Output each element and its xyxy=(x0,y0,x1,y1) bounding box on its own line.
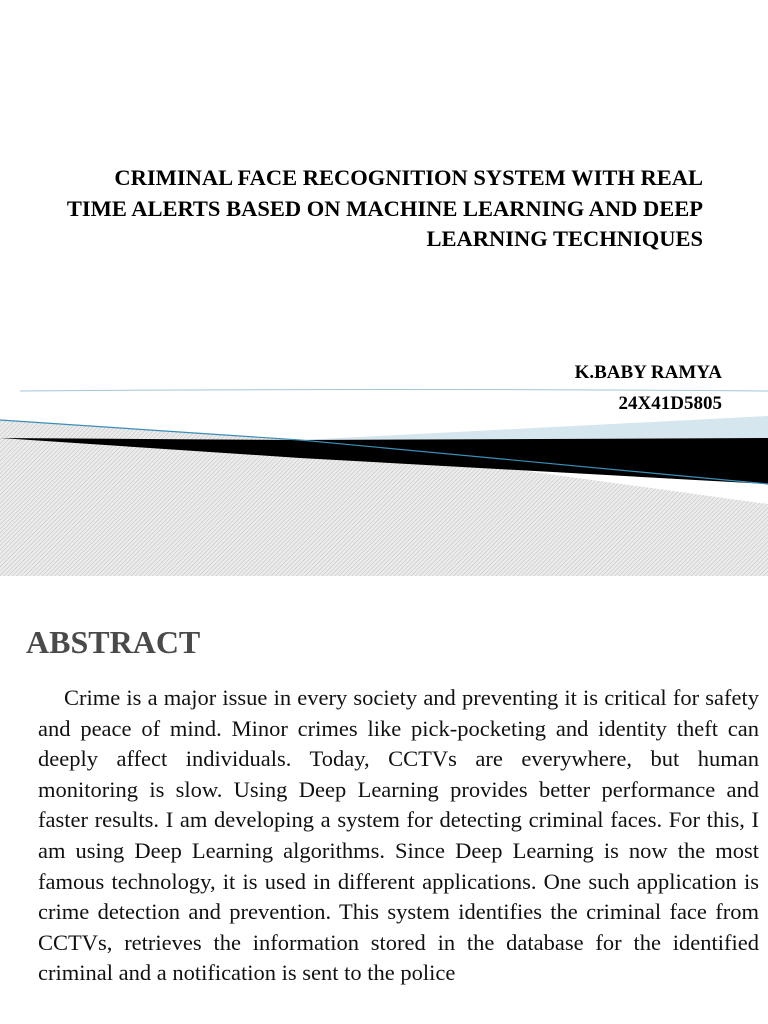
abstract-heading: ABSTRACT xyxy=(26,624,201,660)
author-id: 24X41D5805 xyxy=(618,393,722,414)
abstract-slide xyxy=(0,576,768,1024)
slide-title: CRIMINAL FACE RECOGNITION SYSTEM WITH REAL TIME ALERTS BASED ON MACHINE LEARNING AND DEEP LEARNING TECHNIQUES xyxy=(66,165,703,251)
author-name: K.BABY RAMYA xyxy=(574,362,722,383)
abstract-paragraph: Crime is a major issue in every society and preventing it is critical for safety and peace of mind. Minor crimes like pick-pocketing and identity theft can deeply affect individuals. Today, CCTVs are everywhere, but human monitoring is slow. Using Deep Learning provides better performance and faster results. I am developing a system for detecting criminal faces. For this, I am using Deep Learning algorithms. Since Deep Learning is now the most famous technology, it is used in different applications. One such application is crime detection and prevention. This system identifies the criminal face from CCTVs, retrieves the information stored in the database for the identified criminal and a notification is sent to the police xyxy=(38,685,759,986)
